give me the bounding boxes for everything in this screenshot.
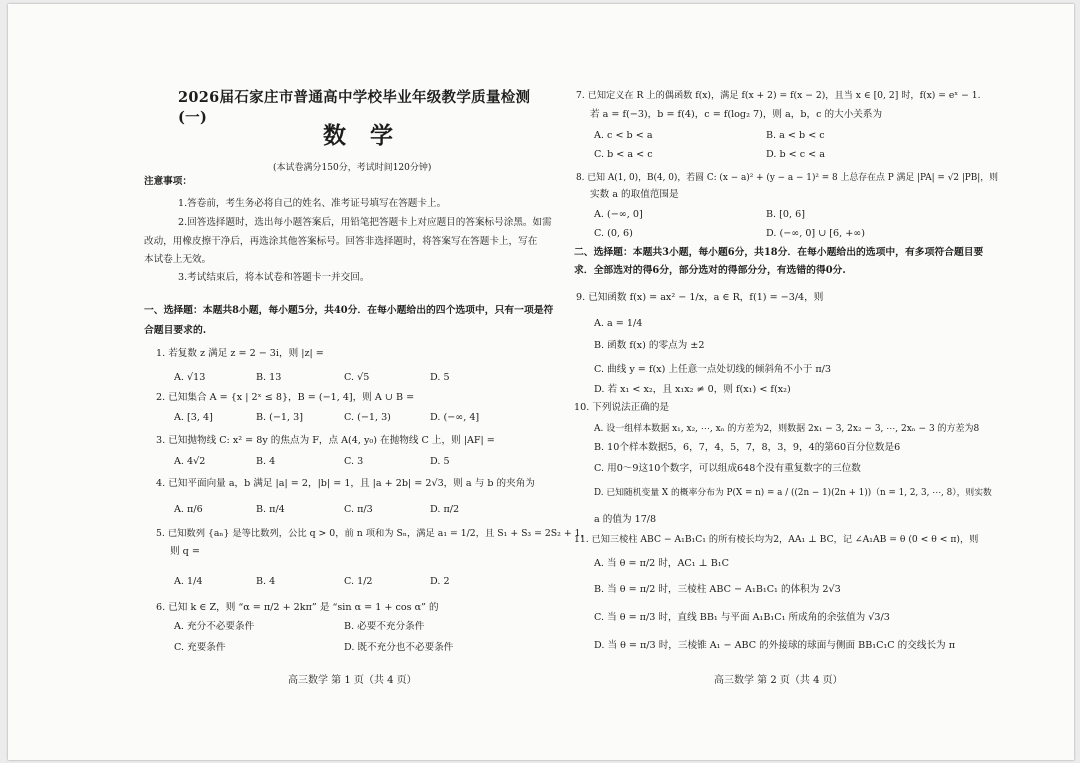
q5-stem-cont: 则 q = (170, 546, 200, 557)
q8-option-a: A. (−∞, 0] (594, 209, 643, 220)
q3-option-c: C. 3 (344, 456, 364, 467)
exam-info: (本试卷满分150分，考试时间120分钟) (273, 163, 432, 173)
q7-option-d: D. b < c < a (766, 149, 825, 160)
notice-2-cont: 改动，用橡皮擦干净后，再选涂其他答案标号。回答非选择题时，将答案写在答题卡上，写在 (144, 236, 538, 247)
q1-stem: 1. 若复数 z 满足 z = 2 − 3i，则 |z| = (156, 348, 324, 359)
q10-option-b: B. 10个样本数据5，6，7，4，5，7，8，3，9，4的第60百分位数是6 (594, 442, 901, 453)
notice-2: 2.回答选择题时，选出每小题答案后，用铅笔把答题卡上对应题目的答案标号涂黑。如需 (178, 217, 552, 228)
q4-stem: 4. 已知平面向量 a，b 满足 |a| = 2，|b| = 1，且 |a + 2b| = 2√3，则 a 与 b 的夹角为 (156, 478, 535, 489)
q9-option-b: B. 函数 f(x) 的零点为 ±2 (594, 340, 705, 351)
q5-option-b: B. 4 (256, 576, 276, 587)
q3-option-d: D. 5 (430, 456, 450, 467)
notice-2-end: 本试卷上无效。 (144, 254, 212, 265)
q8-option-c: C. (0, 6) (594, 228, 633, 239)
subject-heading: 数 学 (323, 122, 402, 149)
q5-option-c: C. 1/2 (344, 576, 373, 587)
q11-option-d: D. 当 θ = π/3 时，三棱锥 A₁ − ABC 的外接球的球面与侧面 BB₁C₁C 的交线长为 π (594, 640, 956, 651)
exam-title: 2026届石家庄市普通高中学校毕业年级教学质量检测(一) (178, 89, 531, 126)
page-1-footer: 高三数学 第 1 页（共 4 页） (288, 675, 417, 686)
q3-stem: 3. 已知抛物线 C: x² = 8y 的焦点为 F，点 A(4, y₀) 在抛物线 C 上，则 |AF| = (156, 435, 495, 446)
notice-heading: 注意事项： (144, 176, 192, 187)
q9-option-a: A. a = 1/4 (594, 318, 643, 329)
q10-option-d: D. 已知随机变量 X 的概率分布为 P(X = n) = a / ((2n − 1)(2n + 1))（n = 1, 2, 3, ⋯, 8），则实数 (594, 488, 992, 498)
q10-option-c: C. 用0～9这10个数字，可以组成648个没有重复数字的三位数 (594, 463, 861, 474)
q7-stem-cont: 若 a = f(−3)，b = f(4)，c = f(log₂ 7)，则 a，b，c 的大小关系为 (590, 109, 883, 120)
q4-option-b: B. π/4 (256, 504, 285, 515)
page-1 (144, 4, 590, 760)
q6-option-d: D. 既不充分也不必要条件 (344, 642, 454, 653)
notice-3: 3.考试结束后，将本试卷和答题卡一并交回。 (178, 272, 370, 283)
q11-option-a: A. 当 θ = π/2 时，AC₁ ⊥ B₁C (594, 558, 729, 569)
q10-stem: 10. 下列说法正确的是 (574, 402, 670, 413)
q2-option-c: C. (−1, 3) (344, 412, 391, 423)
q1-option-c: C. √5 (344, 372, 370, 383)
section1-heading-cont: 合题目要求的. (144, 325, 207, 336)
page-2-footer: 高三数学 第 2 页（共 4 页） (714, 675, 843, 686)
q11-option-b: B. 当 θ = π/2 时，三棱柱 ABC − A₁B₁C₁ 的体积为 2√3 (594, 584, 841, 595)
q6-option-c: C. 充要条件 (174, 642, 226, 653)
section2-heading-cont: 求．全部选对的得6分，部分选对的得部分分，有选错的得0分. (574, 265, 846, 276)
q6-option-b: B. 必要不充分条件 (344, 621, 425, 632)
q7-option-b: B. a < b < c (766, 130, 825, 141)
q5-stem: 5. 已知数列 {aₙ} 是等比数列，公比 q > 0，前 n 项和为 Sₙ，满足 a₁ = 1/2，且 S₁ + S₃ = 2S₂ + 1， (156, 528, 590, 539)
q7-option-c: C. b < a < c (594, 149, 653, 160)
q10-option-d-cont: a 的值为 17/8 (594, 514, 657, 525)
q9-option-c: C. 曲线 y = f(x) 上任意一点处切线的倾斜角不小于 π/3 (594, 364, 831, 375)
q11-stem: 11. 已知三棱柱 ABC − A₁B₁C₁ 的所有棱长均为2，AA₁ ⊥ BC，记 ∠A₁AB = θ (0 < θ < π)，则 (574, 534, 979, 545)
q2-option-a: A. [3, 4] (174, 412, 213, 423)
q8-option-b: B. [0, 6] (766, 209, 805, 220)
q3-option-b: B. 4 (256, 456, 276, 467)
q9-stem: 9. 已知函数 f(x) = ax² − 1/x，a ∈ R，f(1) = −3/4，则 (576, 292, 824, 303)
q3-option-a: A. 4√2 (174, 456, 206, 467)
page-2 (574, 4, 999, 760)
q5-option-a: A. 1/4 (174, 576, 203, 587)
q2-option-b: B. (−1, 3] (256, 412, 303, 423)
notice-1: 1.答卷前，考生务必将自己的姓名、准考证号填写在答题卡上。 (178, 198, 447, 209)
exam-sheet (8, 4, 1074, 760)
q5-option-d: D. 2 (430, 576, 450, 587)
q10-option-a: A. 设一组样本数据 x₁, x₂, ⋯, xₙ 的方差为2，则数据 2x₁ − 3, 2x₂ − 3, ⋯, 2xₙ − 3 的方差为8 (594, 424, 980, 434)
q7-option-a: A. c < b < a (594, 130, 653, 141)
q1-option-a: A. √13 (174, 372, 206, 383)
q6-option-a: A. 充分不必要条件 (174, 621, 255, 632)
q1-option-b: B. 13 (256, 372, 282, 383)
q8-option-d: D. (−∞, 0] ∪ [6, +∞) (766, 228, 866, 239)
q1-option-d: D. 5 (430, 372, 450, 383)
q2-stem: 2. 已知集合 A = {x | 2ˣ ≤ 8}，B = (−1, 4]，则 A ∪ B = (156, 392, 415, 403)
section2-heading: 二、选择题：本题共3小题，每小题6分，共18分．在每小题给出的选项中，有多项符合题目要 (574, 247, 984, 258)
section1-heading: 一、选择题：本题共8小题，每小题5分，共40分．在每小题给出的四个选项中，只有一项是符 (144, 305, 554, 316)
q4-option-d: D. π/2 (430, 504, 460, 515)
q8-stem-cont: 实数 a 的取值范围是 (590, 189, 679, 200)
q4-option-a: A. π/6 (174, 504, 203, 515)
q8-stem: 8. 已知 A(1, 0)，B(4, 0)，若圆 C: (x − a)² + (y − a − 1)² = 8 上总存在点 P 满足 |PA| = √2 |PB|，则 (576, 173, 999, 183)
q2-option-d: D. (−∞, 4] (430, 412, 480, 423)
q11-option-c: C. 当 θ = π/3 时，直线 BB₁ 与平面 A₁B₁C₁ 所成角的余弦值为 √3/3 (594, 612, 890, 623)
q6-stem: 6. 已知 k ∈ Z，则 “α = π/2 + 2kπ” 是 “sin α = 1 + cos α” 的 (156, 602, 439, 613)
q7-stem: 7. 已知定义在 R 上的偶函数 f(x)，满足 f(x + 2) = f(x − 2)，且当 x ∈ [0, 2] 时，f(x) = eˣ − 1. (576, 90, 981, 101)
q4-option-c: C. π/3 (344, 504, 373, 515)
q9-option-d: D. 若 x₁ < x₂，且 x₁x₂ ≠ 0，则 f(x₁) < f(x₂) (594, 384, 791, 395)
